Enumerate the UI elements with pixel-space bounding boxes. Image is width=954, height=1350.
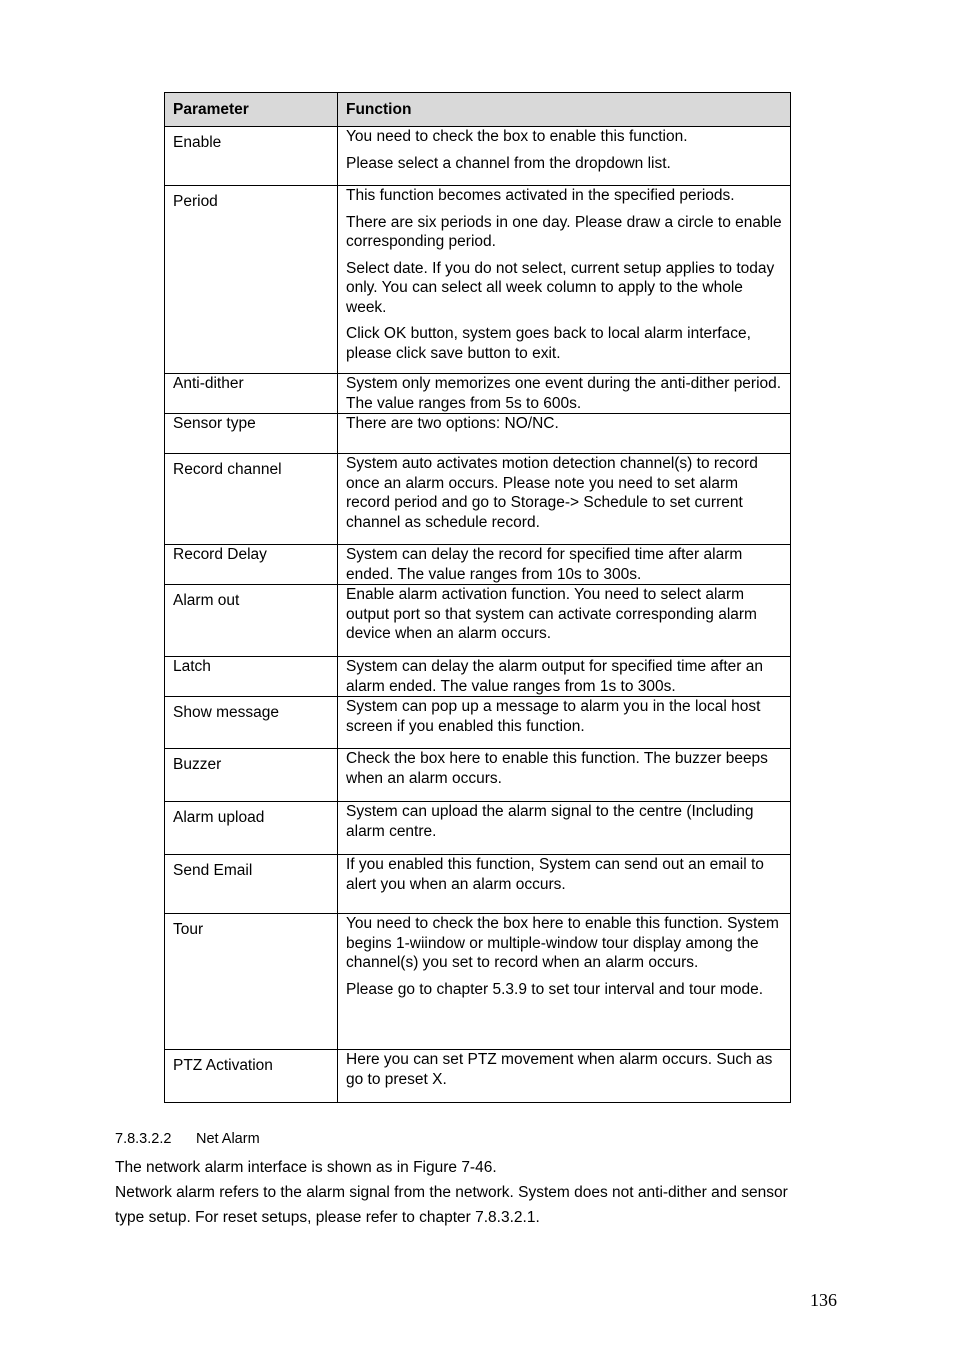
column-header-function: Function xyxy=(338,93,791,127)
parameter-table xyxy=(164,92,791,1103)
table-row xyxy=(165,1050,791,1103)
function-cell xyxy=(338,414,791,454)
section-paragraph: The network alarm interface is shown as in Figure 7-46. xyxy=(115,1159,497,1176)
table-row xyxy=(165,802,791,855)
function-cell xyxy=(338,186,791,374)
table-row xyxy=(165,454,791,545)
function-cell xyxy=(338,1050,791,1103)
table-row xyxy=(165,186,791,374)
function-cell xyxy=(338,127,791,186)
function-paragraph: System can pop up a message to alarm you in the local host screen if you enabled this function. xyxy=(346,698,761,735)
section-title: Net Alarm xyxy=(196,1131,260,1147)
parameter-cell: Show message xyxy=(165,697,338,749)
parameter-cell: Send Email xyxy=(165,855,338,914)
function-cell xyxy=(338,374,791,414)
function-paragraph: Click OK button, system goes back to local alarm interface, please click save button to exit. xyxy=(346,325,751,362)
function-paragraph: System can delay the record for specified time after alarm ended. The value ranges from 10s to 300s. xyxy=(346,546,743,583)
function-paragraph: You need to check the box to enable this function. xyxy=(346,128,688,145)
function-cell xyxy=(338,749,791,802)
table-row xyxy=(165,914,791,1050)
page-number: 136 xyxy=(810,1290,837,1310)
function-cell xyxy=(338,697,791,749)
function-paragraph: System only memorizes one event during the anti-dither period. The value ranges from 5s to 600s. xyxy=(346,375,782,412)
function-paragraph: Please go to chapter 5.3.9 to set tour interval and tour mode. xyxy=(346,980,764,998)
table-row xyxy=(165,127,791,186)
parameter-cell: Record channel xyxy=(165,454,338,545)
function-cell xyxy=(338,545,791,585)
section-heading xyxy=(115,1130,815,1149)
section-number: 7.8.3.2.2 xyxy=(115,1131,172,1147)
parameter-cell: Latch xyxy=(165,657,338,697)
parameter-cell: Enable xyxy=(165,127,338,186)
function-cell xyxy=(338,855,791,914)
parameter-cell: Buzzer xyxy=(165,749,338,802)
table-row xyxy=(165,749,791,802)
parameter-cell: Sensor type xyxy=(165,414,338,454)
table-header-row xyxy=(165,93,791,127)
parameter-cell: Tour xyxy=(165,914,338,1050)
function-cell xyxy=(338,585,791,657)
function-paragraph: There are six periods in one day. Please draw a circle to enable corresponding period. xyxy=(346,213,782,250)
parameter-cell: Record Delay xyxy=(165,545,338,585)
function-paragraph: System can delay the alarm output for specified time after an alarm ended. The value ranges from 1s to 300s. xyxy=(346,658,763,695)
table-row xyxy=(165,855,791,914)
function-paragraph: If you enabled this function, System can send out an email to alert you when an alarm occurs. xyxy=(346,856,764,893)
table-row xyxy=(165,697,791,749)
parameter-cell: Anti-dither xyxy=(165,374,338,414)
parameter-cell: Period xyxy=(165,186,338,374)
table-row xyxy=(165,374,791,414)
parameter-cell: Alarm upload xyxy=(165,802,338,855)
table-row xyxy=(165,545,791,585)
function-paragraph: Here you can set PTZ movement when alarm occurs. Such as go to preset X. xyxy=(346,1051,773,1088)
function-paragraph: This function becomes activated in the specified periods. xyxy=(346,187,735,204)
function-paragraph: You need to check the box here to enable this function. System begins 1-wiindow or multiple-window tour display among the channel(s) you set to record when an alarm occurs. xyxy=(346,915,779,971)
table-row xyxy=(165,585,791,657)
table-row xyxy=(165,414,791,454)
function-paragraph: Please select a channel from the dropdown list. xyxy=(346,154,671,172)
function-paragraph: Select date. If you do not select, current setup applies to today only. You can select all week column to apply to the whole week. xyxy=(346,259,775,316)
net-alarm-section xyxy=(115,1130,815,1230)
function-cell xyxy=(338,657,791,697)
function-cell xyxy=(338,802,791,855)
function-paragraph: Enable alarm activation function. You need to select alarm output port so that system can activate corresponding alarm device when an alarm occurs. xyxy=(346,586,757,642)
function-paragraph: Check the box here to enable this function. The buzzer beeps when an alarm occurs. xyxy=(346,750,768,787)
parameter-cell: Alarm out xyxy=(165,585,338,657)
function-paragraph: System auto activates motion detection channel(s) to record once an alarm occurs. Please note you need to set alarm record period and go to Storage-> Schedule to set current channel as schedule record. xyxy=(346,455,758,531)
column-header-parameter: Parameter xyxy=(165,93,338,127)
table-body xyxy=(165,127,791,1103)
function-paragraph: System can upload the alarm signal to the centre (Including alarm centre. xyxy=(346,803,754,840)
function-cell xyxy=(338,914,791,1050)
section-paragraph: Network alarm refers to the alarm signal from the network. System does not anti-dither and sensor type setup. For reset setups, please refer to chapter 7.8.3.2.1. xyxy=(115,1184,788,1226)
function-paragraph: There are two options: NO/NC. xyxy=(346,415,559,432)
table-row xyxy=(165,657,791,697)
function-cell xyxy=(338,454,791,545)
parameter-cell: PTZ Activation xyxy=(165,1050,338,1103)
